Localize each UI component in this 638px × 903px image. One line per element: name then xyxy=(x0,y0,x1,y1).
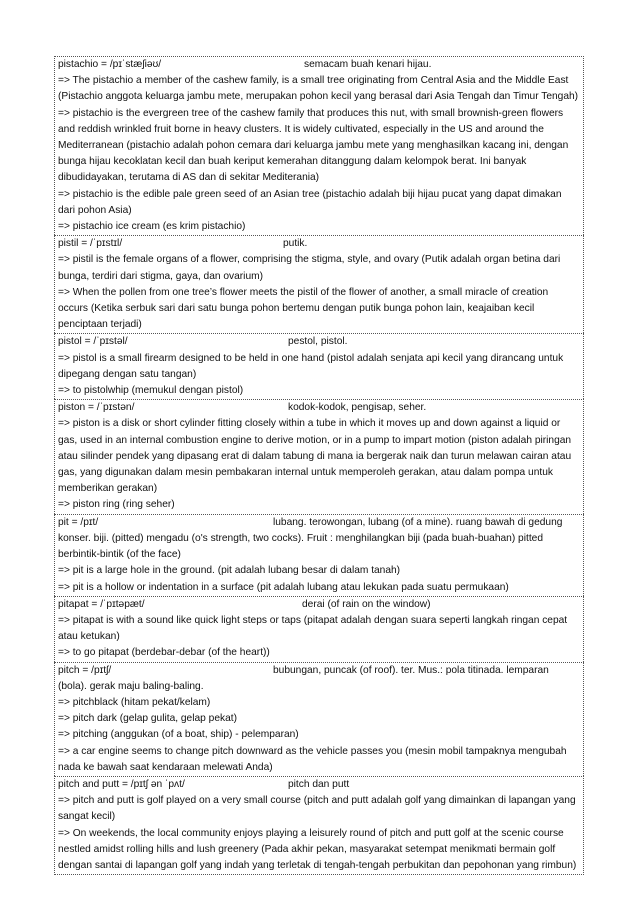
entry-line: => pitch and putt is golf played on a very small course (pitch and putt adalah golf yang dimainkan di lapangan yang sangat kecil) xyxy=(58,795,576,823)
entry-translation: lubang. terowongan, lubang (of a mine). ruang bawah di gedung xyxy=(273,516,563,528)
entry-translation: bubungan, puncak (of roof). ter. Mus.: pola titinada. lemparan xyxy=(273,664,549,676)
entry-line: => pistachio is the edible pale green seed of an Asian tree (pistachio adalah biji hijau pucat yang dapat dimakan dari pohon Asia) xyxy=(58,188,562,216)
entry-line: => a car engine seems to change pitch downward as the vehicle passes you (mesin mobil tampaknya mengubah nada ke bawah saat kendaraan melewati Anda) xyxy=(58,745,567,773)
entry-term: pistil = /ˈpɪstɪl/ xyxy=(58,238,123,250)
entry-headline xyxy=(58,57,581,73)
entry-translation: pestol, pistol. xyxy=(288,336,348,348)
entry-line: => pistachio ice cream (es krim pistachio) xyxy=(58,221,246,233)
entry-line: => On weekends, the local community enjoys playing a leisurely round of pitch and putt golf at the scenic course nestled amidst rolling hills and lush greenery (Pada akhir pekan, masyarakat setempat menikmati bermain golf dengan santai di lapangan golf yang indah yang terletak di tengah-tengah perbukitan dan pepohonan yang rimbun) xyxy=(58,827,577,871)
entry-headline xyxy=(58,515,581,531)
entry-line: konser. biji. (pitted) mengadu (o's strength, two cocks). Fruit : menghilangkan biji (pada buah-buahan) pitted berbintik-bintik (of the face) xyxy=(58,532,543,561)
entry-translation: putik. xyxy=(283,238,308,250)
entry-translation: derai (of rain on the window) xyxy=(302,598,431,610)
entry-headline xyxy=(58,236,581,252)
dictionary-entry xyxy=(54,333,584,399)
entry-line: (bola). gerak maju baling-baling. xyxy=(58,680,204,692)
entry-headline xyxy=(58,400,581,416)
entry-line: => pitchblack (hitam pekat/kelam) xyxy=(58,696,211,708)
entry-translation: semacam buah kenari hijau. xyxy=(304,59,432,70)
entry-line: => pistil is the female organs of a flower, comprising the stigma, style, and ovary (Putik adalah organ betina dari bunga, terdiri dari stigma, gaya, dan ovarium) xyxy=(58,254,561,282)
dictionary-page xyxy=(54,56,584,875)
entry-line: => to pistolwhip (memukul dengan pistol) xyxy=(58,385,244,397)
entry-term: pistol = /ˈpɪstəl/ xyxy=(58,336,128,348)
dictionary-entry xyxy=(54,776,584,875)
entry-term: pitch = /pɪtʃ/ xyxy=(58,664,112,676)
entry-line: => pit is a large hole in the ground. (pit adalah lubang besar di dalam tanah) xyxy=(58,565,401,577)
entry-term: pistachio = /pɪˈstæʃiəʊ/ xyxy=(58,59,162,70)
entry-line: => to go pitapat (berdebar-debar (of the heart)) xyxy=(58,647,270,659)
entry-term: pit = /pɪt/ xyxy=(58,516,99,528)
entry-term: pitch and putt = /pɪtʃ ən ˈpʌt/ xyxy=(58,778,185,790)
entry-line: => piston is a disk or short cylinder fitting closely within a tube in which it moves up and down against a liquid or gas, used in an internal combustion engine to derive motion, or in a pump to impart motion (piston adalah piringan atau silinder pendek yang dipasang erat di dalam tabung di mana ia bergerak naik dan turun melawan cairan atau gas, yang digunakan dalam mesin pembakaran internal untuk memperoleh gerakan, atau dalam pompa untuk memberikan gerakan) xyxy=(58,418,572,495)
entry-line: => pitapat is with a sound like quick light steps or taps (pitapat adalah dengan suara seperti langkah ringan cepat atau ketukan) xyxy=(58,614,568,643)
entry-line: => pitch dark (gelap gulita, gelap pekat) xyxy=(58,713,237,725)
dictionary-entry xyxy=(54,662,584,776)
entry-translation: pitch dan putt xyxy=(288,778,350,790)
dictionary-entry xyxy=(54,235,584,333)
dictionary-entry xyxy=(54,596,584,662)
entry-translation: kodok-kodok, pengisap, seher. xyxy=(288,402,427,414)
entry-headline xyxy=(58,334,581,350)
entry-term: piston = /ˈpɪstən/ xyxy=(58,402,135,414)
entry-line: => piston ring (ring seher) xyxy=(58,499,175,511)
entry-line: => pit is a hollow or indentation in a surface (pit adalah lubang atau lekukan pada suatu permukaan) xyxy=(58,581,509,593)
entry-line: => The pistachio a member of the cashew family, is a small tree originating from Central Asia and the Middle East (Pistachio anggota keluarga jambu mete, merupakan pohon kecil yang berasal dari Asia Tengah dan Timur Tengah) xyxy=(58,75,579,103)
dictionary-entry xyxy=(54,514,584,596)
dictionary-entry xyxy=(54,56,584,235)
dictionary-entry xyxy=(54,399,584,513)
entry-line: => pitching (anggukan (of a boat, ship) - pelemparan) xyxy=(58,729,299,741)
entry-headline xyxy=(58,777,581,793)
entry-line: => pistol is a small firearm designed to be held in one hand (pistol adalah senjata api kecil yang dirancang untuk dipegang dengan satu tangan) xyxy=(58,352,564,380)
entry-line: => When the pollen from one tree’s flower meets the pistil of the flower of another, a small miracle of creation occurs (Ketika serbuk sari dari satu bunga pohon bertemu dengan putik bunga pohon lain, keajaiban kecil penciptaan terjadi) xyxy=(58,286,549,331)
entry-headline xyxy=(58,597,581,613)
entry-headline xyxy=(58,663,581,679)
entry-term: pitapat = /ˈpɪtəpæt/ xyxy=(58,598,145,610)
entry-line: => pistachio is the evergreen tree of the cashew family that produces this nut, with small brownish-green flowers and reddish wrinkled fruit borne in heavy clusters. It is widely cultivated, especially in the US and around the Mediterranean (pistachio adalah pohon cemara dari keluarga jambu mete yang menghasilkan kacang ini, dengan bunga hijau kecoklatan kecil dan buah keriput kemerahan ditanggung dalam kelompok berat. Ini banyak dibudidayakan, terutama di AS dan di sekitar Mediterania) xyxy=(58,107,569,184)
